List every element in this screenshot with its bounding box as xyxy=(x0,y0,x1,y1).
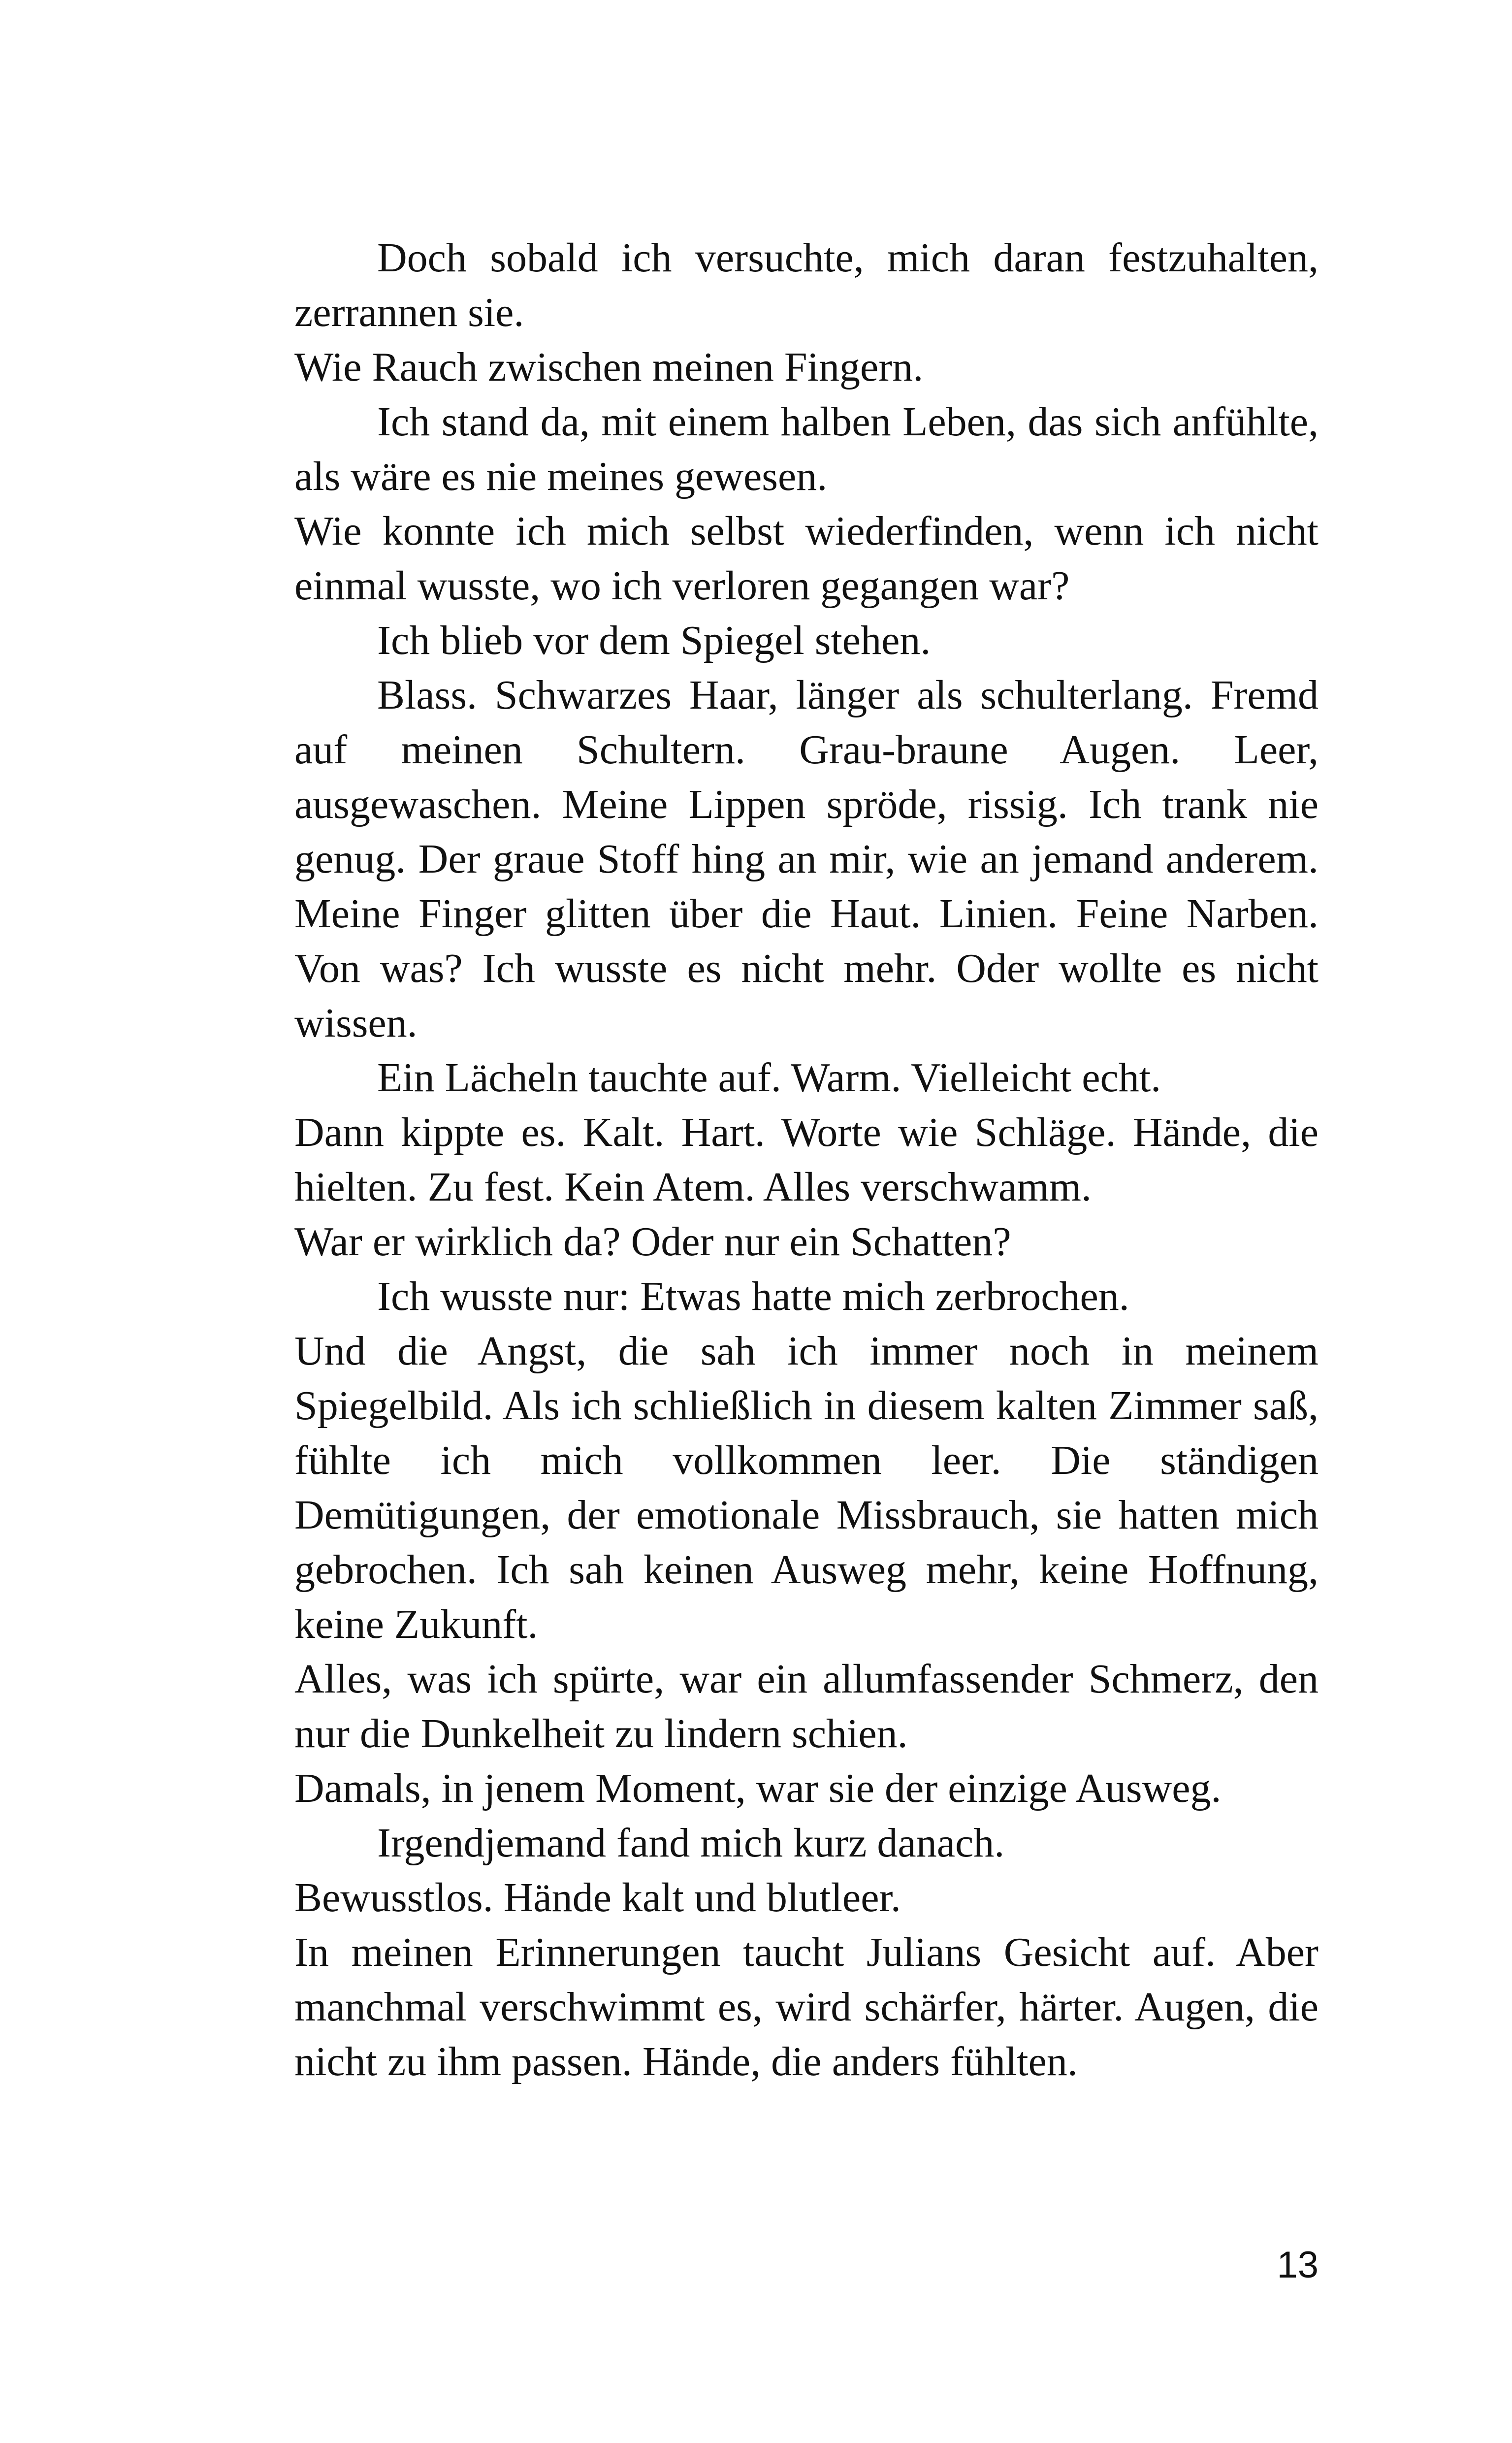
paragraph: Wie Rauch zwischen meinen Fingern. xyxy=(294,344,924,390)
paragraph: In meinen Erinnerungen taucht Julians Gesicht auf. Aber manchmal verschwimmt es, wird schärfer, härter. Augen, die nicht zu ihm passen. Hände, die anders fühlten. xyxy=(294,1929,1319,2085)
page-number: 13 xyxy=(1277,2244,1319,2286)
paragraph: Ich blieb vor dem Spiegel stehen. xyxy=(377,618,931,663)
paragraph: Dann kippte es. Kalt. Hart. Worte wie Schläge. Hände, die hielten. Zu fest. Kein Atem. Alles verschwamm. xyxy=(294,1109,1319,1210)
paragraph: Irgendjemand fand mich kurz danach. xyxy=(377,1820,1005,1866)
paragraph: Blass. Schwarzes Haar, länger als schulterlang. Fremd auf meinen Schultern. Grau-braune Augen. Leer, ausgewaschen. Meine Lippen spröde, rissig. Ich trank nie genug. Der graue Stoff hing an mir, wie an jemand anderem. Meine Finger glitten über die Haut. Linien. Feine Narben. Von was? Ich wusste es nicht mehr. Oder wollte es nicht wissen. xyxy=(294,672,1319,1046)
paragraph: Ein Lächeln tauchte auf. Warm. Vielleicht echt. xyxy=(377,1055,1161,1101)
paragraph: Alles, was ich spürte, war ein allumfassender Schmerz, den nur die Dunkelheit zu lindern schien. xyxy=(294,1656,1319,1757)
paragraph: Und die Angst, die sah ich immer noch in meinem Spiegelbild. Als ich schließlich in diesem kalten Zimmer saß, fühlte ich mich vollkommen leer. Die ständigen Demütigungen, der emotionale Missbrauch, sie hatten mich gebrochen. Ich sah keinen Ausweg mehr, keine Hoffnung, keine Zukunft. xyxy=(294,1328,1319,1647)
body-text xyxy=(294,230,1319,2089)
paragraph: Doch sobald ich versuchte, mich daran festzuhalten, zerrannen sie. xyxy=(294,235,1319,335)
paragraph: Ich wusste nur: Etwas hatte mich zerbrochen. xyxy=(377,1273,1129,1319)
paragraph: Bewusstlos. Hände kalt und blutleer. xyxy=(294,1875,901,1921)
paragraph: War er wirklich da? Oder nur ein Schatten? xyxy=(294,1219,1011,1265)
paragraph: Ich stand da, mit einem halben Leben, das sich anfühlte, als wäre es nie meines gewesen. xyxy=(294,399,1319,499)
paragraph: Damals, in jenem Moment, war sie der einzige Ausweg. xyxy=(294,1765,1222,1811)
paragraph: Wie konnte ich mich selbst wiederfinden, wenn ich nicht einmal wusste, wo ich verloren gegangen war? xyxy=(294,508,1319,609)
